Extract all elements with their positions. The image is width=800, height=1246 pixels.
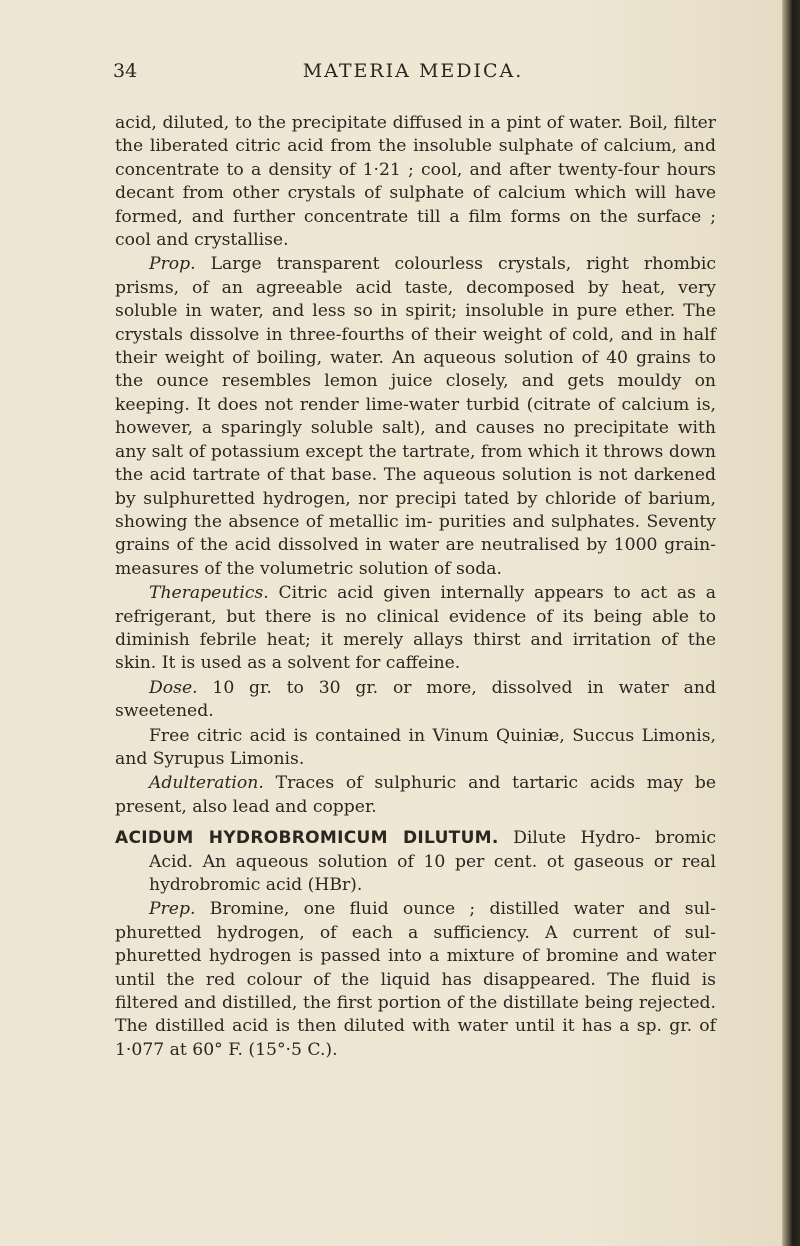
paragraph-preparation	[115, 898, 716, 1062]
running-head: MATERIA MEDICA.	[302, 60, 524, 82]
section-label-prop: Prop.	[149, 254, 196, 275]
preparation-text: Bromine, one fluid ounce ; distilled water and sul- phuretted hydrogen, of each a sufficiency. A current of sul- phuretted hydrogen is passed into a mixture of bromine and water until the red colour of the liquid has disappeared. The fluid is filtered and distilled, the first portion of the distillate being rejected. The distilled acid is then diluted with water until it has a sp. gr. of 1·077 at 60° F. (15°·5 C.).	[115, 899, 716, 1060]
section-label-adulteration: Adulteration.	[149, 773, 264, 794]
entry-acidum-hydrobromicum-dilutum	[115, 827, 716, 897]
page-header	[113, 60, 713, 88]
page-edge-shadow	[782, 0, 800, 1246]
properties-text: Large transparent colourless crystals, right rhombic prisms, of an agreeable acid taste, decomposed by heat, very soluble in water, and less so in spirit; insoluble in pure ether. The crystals dissolve in three-fourths of their weight of cold, and in half their weight of boiling, water. An aqueous solution of 40 grains to the ounce resembles lemon juice closely, and gets mouldy on keeping. It does not render lime-water turbid (citrate of calcium is, however, a sparingly soluble salt), and causes no precipitate with any salt of potassium except the tartrate, from which it throws down the acid tartrate of that base. The aqueous solution is not darkened by sulphuretted hydrogen, nor precipi tated by chloride of barium, showing the absence of metallic im- purities and sulphates. Seventy grains of the acid dissolved in water are neutralised by 1000 grain-measures of the volumetric solution of soda.	[115, 254, 716, 579]
paragraph-properties	[115, 253, 716, 581]
paragraph-preparation-continued: acid, diluted, to the precipitate diffused in a pint of water. Boil, filter the liberated citric acid from the insoluble sulphate of calcium, and concentrate to a density of 1·21 ; cool, and after twenty-four hours decant from other crystals of sulphate of calcium which will have formed, and further concentrate till a film forms on the surface ; cool and crystallise.	[115, 113, 716, 251]
paragraph-preparations-containing: Free citric acid is contained in Vinum Quiniæ, Succus Limonis, and Syrupus Limonis.	[115, 725, 716, 769]
adulteration-text: Traces of sulphuric and tartaric acids may be present, also lead and copper.	[115, 773, 717, 817]
entry-definition: Dilute Hydro- bromic Acid. An aqueous solution of 10 per cent. ot gaseous or real hydrobromic acid (HBr).	[149, 828, 716, 895]
paragraph-dose	[115, 677, 716, 724]
section-label-prep: Prep.	[149, 899, 196, 920]
section-label-therapeutics: Therapeutics.	[149, 583, 269, 604]
dose-text: 10 gr. to 30 gr. or more, dissolved in water and sweetened.	[115, 677, 716, 722]
body-text	[115, 112, 716, 1062]
entry-title: ACIDUM HYDROBROMICUM DILUTUM.	[115, 828, 499, 849]
paragraph-therapeutics	[115, 582, 716, 676]
paragraph-adulteration	[115, 772, 716, 819]
therapeutics-text: Citric acid given internally appears to act as a refrigerant, but there is no clinical evidence of its being able to diminish febrile heat; it merely allays thirst and irritation of the skin. It is used as a solvent for caffeine.	[115, 583, 716, 674]
page-number: 34	[113, 60, 138, 82]
section-label-dose: Dose.	[149, 677, 198, 698]
